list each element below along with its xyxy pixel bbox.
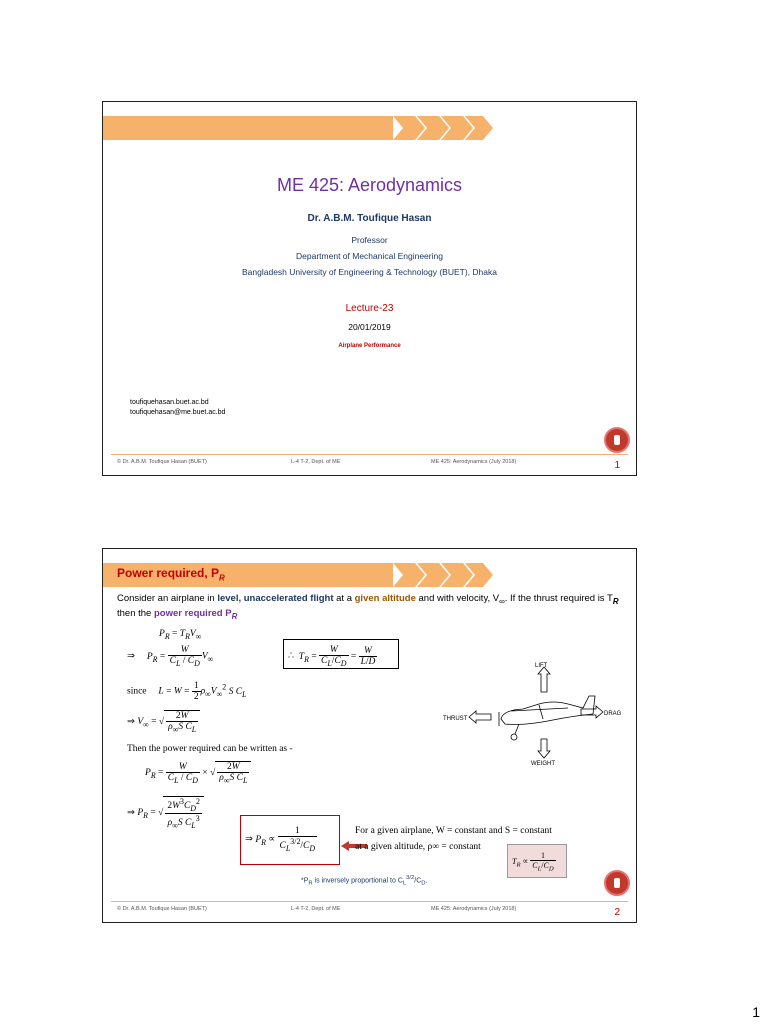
- airplane-forces-figure: [443, 663, 622, 767]
- equation-velocity: ⇒ $V_\infty$ = √ $\frac{2W}{\rho_\infty S C_L}$: [127, 710, 200, 734]
- lecture-number: Lecture-23: [345, 303, 394, 314]
- buet-logo: [604, 427, 630, 453]
- footer-course-level: L-4 T-2, Dept. of ME: [291, 459, 341, 465]
- thrust-equation-box: [283, 639, 399, 669]
- slide-footer: [111, 454, 628, 467]
- footer-course-level: L-4 T-2, Dept. of ME: [291, 906, 341, 912]
- slide-2: [102, 548, 637, 923]
- lecture-date: 20/01/2019: [348, 322, 391, 332]
- header-banner: [103, 116, 393, 140]
- note-text: $*P_R$ is inversely proportional to $C_L^{3/2}/C_D$.: [301, 875, 428, 887]
- footer-course-name: ME 425: Aerodynamics (July 2018): [431, 906, 517, 912]
- thrust-label: THRUST: [443, 716, 468, 722]
- lecture-topic: Airplane Performance: [338, 343, 401, 349]
- page-number: 1: [752, 1004, 760, 1020]
- equation-pr-proportional: ⇒ $P_R$ ∝ $\frac{1}{C_L^{3/2}/C_D}$: [245, 826, 316, 854]
- department: Department of Mechanical Engineering: [296, 251, 443, 261]
- slide-1: [102, 101, 637, 476]
- university: Bangladesh University of Engineering & Technology (BUET), Dhaka: [242, 267, 497, 277]
- given-text-2: at a given altitude, ρ∞ = constant: [355, 842, 481, 852]
- given-text-1: For a given airplane, W = constant and S = constant: [355, 826, 552, 836]
- footer-copyright: © Dr. A.B.M. Toufique Hasan (BUET): [117, 459, 207, 465]
- author-name: Dr. A.B.M. Toufique Hasan: [307, 213, 432, 224]
- slide-number: 1: [614, 460, 620, 471]
- equation-tr: ∴ $T_R$ = $\frac{W}{C_L/C_D}$ = $\frac{W}{L/D}$: [288, 645, 376, 668]
- drag-arrow-icon: [581, 706, 603, 718]
- footer-course-name: ME 425: Aerodynamics (July 2018): [431, 459, 517, 465]
- weight-label: WEIGHT: [531, 761, 555, 767]
- thrust-proportional-box: [507, 844, 567, 878]
- lift-label: LIFT: [535, 663, 548, 670]
- chevron-arrows-icon: [393, 563, 503, 587]
- slide-number: 2: [614, 907, 620, 918]
- course-title: ME 425: Aerodynamics: [276, 175, 463, 195]
- email-link[interactable]: toufiquehasan@me.buet.ac.bd: [130, 409, 226, 416]
- footer-copyright: © Dr. A.B.M. Toufique Hasan (BUET): [117, 906, 207, 912]
- proportionality-box: [240, 815, 340, 865]
- chevron-arrows-icon: [393, 116, 503, 140]
- slide-heading: Power required, $P_R$: [117, 566, 225, 583]
- equation-lift: since L = W = $\frac{1}{2}$ $\rho_\infty V_\infty^2$ S $C_L$: [127, 681, 247, 702]
- then-text: Then the power required can be written as -: [127, 744, 293, 754]
- airplane-icon: [499, 696, 595, 740]
- equation-pr-w: ⇒ $P_R$ = $\frac{W}{C_L / C_D}$ $V_\infty$: [127, 645, 214, 668]
- buet-logo: [604, 870, 630, 896]
- drag-label: DRAG: [604, 711, 622, 717]
- equation-pr-combined: $P_R$ = $\frac{W}{C_L / C_D}$ × √ $\frac{2W}{\rho_\infty S C_L}$: [145, 761, 251, 785]
- thrust-arrow-icon: [469, 711, 491, 723]
- email-block: [130, 398, 225, 418]
- position: Professor: [351, 235, 388, 245]
- equation-pr-final: ⇒ $P_R$ = √ $\frac{2W^3C_D^2}{\rho_\infty S C_L^3}$: [127, 796, 204, 830]
- lift-arrow-icon: [538, 667, 550, 692]
- slide-footer: [111, 901, 628, 914]
- intro-paragraph: Consider an airplane in level, unaccelerated flight at a given altitude and with velocity, $V_\infty$. If the thrust required is $T_R$ then the power required $P_R$: [117, 593, 619, 621]
- equation-tr-proportional: $T_R$ ∝ $\frac{1}{C_L/C_D}$: [512, 851, 554, 873]
- weight-arrow-icon: [538, 739, 550, 758]
- email-link[interactable]: toufiquehasan.buet.ac.bd: [130, 399, 209, 406]
- equation-pr-tr: $P_R = T_RV_\infty$: [159, 629, 202, 641]
